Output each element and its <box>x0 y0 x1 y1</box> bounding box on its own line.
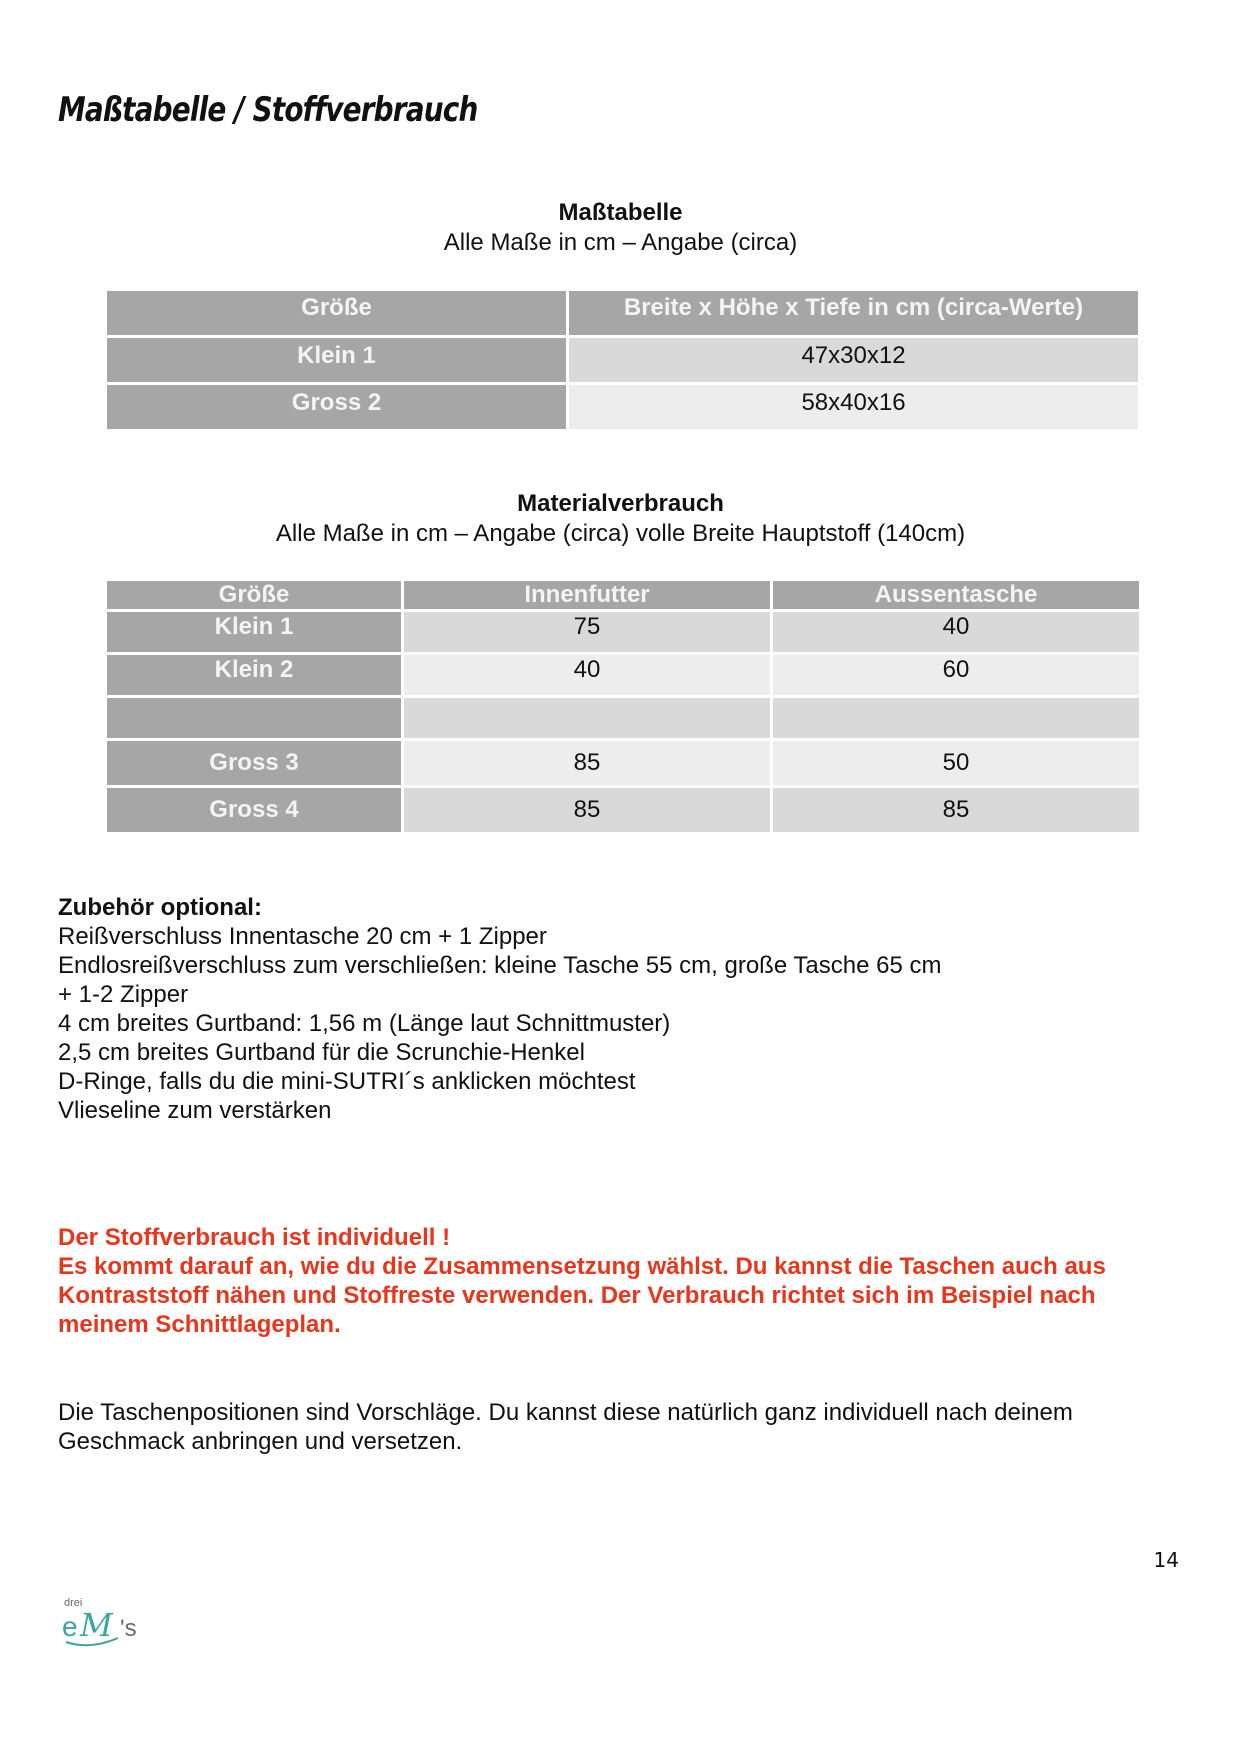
material-table <box>104 578 1142 835</box>
list-item: Vlieseline zum verstärken <box>58 1097 332 1124</box>
material-table-header-outer-pocket: Aussentasche <box>773 581 1139 609</box>
table-row <box>107 385 1138 429</box>
outer-pocket-value: 85 <box>773 788 1139 832</box>
fabric-usage-notice <box>58 1223 1188 1339</box>
dimension-value: 47x30x12 <box>569 338 1138 382</box>
lining-value: 85 <box>404 788 770 832</box>
size-table-header-dimensions: Breite x Höhe x Tiefe in cm (circa-Werte) <box>569 291 1138 335</box>
list-item: 4 cm breites Gurtband: 1,56 m (Länge laut Schnittmuster) <box>58 1010 671 1037</box>
accessories-title: Zubehör optional: <box>58 894 262 921</box>
outer-pocket-value: 50 <box>773 741 1139 785</box>
material-table-header-lining: Innenfutter <box>404 581 770 609</box>
outer-pocket-value <box>773 698 1139 738</box>
logo-top-text: drei <box>64 1597 83 1609</box>
pocket-position-note: Die Taschenpositionen sind Vorschläge. Du kannst diese natürlich ganz individuell nach deinem Geschmack anbringen und versetzen. <box>58 1399 1073 1455</box>
page-title: Maßtabelle / Stoffverbrauch <box>58 90 478 130</box>
page-number: 14 <box>1153 1548 1179 1572</box>
accessories-section <box>58 893 942 1125</box>
size-table <box>104 288 1141 432</box>
logo-letter-m: M <box>80 1606 113 1644</box>
table2-title: Materialverbrauch <box>517 490 724 517</box>
size-label: Gross 4 <box>107 788 401 832</box>
size-label: Gross 2 <box>107 385 566 429</box>
table2-subtitle: Alle Maße in cm – Angabe (circa) volle Breite Hauptstoff (140cm) <box>275 520 966 547</box>
size-label: Klein 1 <box>107 338 566 382</box>
table1-title: Maßtabelle <box>558 199 683 226</box>
list-item: D-Ringe, falls du die mini-SUTRI´s anklicken möchtest <box>58 1068 636 1095</box>
table-row <box>107 788 1139 832</box>
list-item: + 1-2 Zipper <box>58 981 189 1008</box>
size-label: Klein 2 <box>107 655 401 695</box>
list-item: 2,5 cm breites Gurtband für die Scrunchie-Henkel <box>58 1039 585 1066</box>
size-label: Klein 1 <box>107 612 401 652</box>
table-row <box>107 338 1138 382</box>
lining-value: 75 <box>404 612 770 652</box>
lining-value: 85 <box>404 741 770 785</box>
list-item: Reißverschluss Innentasche 20 cm + 1 Zipper <box>58 923 547 950</box>
table-row <box>107 698 1139 738</box>
table-row <box>107 655 1139 695</box>
table-row <box>107 612 1139 652</box>
size-label <box>107 698 401 738</box>
size-table-header-size: Größe <box>107 291 566 335</box>
lining-value <box>404 698 770 738</box>
table1-subtitle: Alle Maße in cm – Angabe (circa) <box>443 229 798 256</box>
table-row <box>107 741 1139 785</box>
logo-letter-e: e <box>62 1611 78 1642</box>
list-item: Endlosreißverschluss zum verschließen: kleine Tasche 55 cm, große Tasche 65 cm <box>58 952 942 979</box>
table1-heading <box>0 198 1241 258</box>
size-label: Gross 3 <box>107 741 401 785</box>
outer-pocket-value: 40 <box>773 612 1139 652</box>
table2-heading <box>0 489 1241 549</box>
dimension-value: 58x40x16 <box>569 385 1138 429</box>
material-table-header-size: Größe <box>107 581 401 609</box>
notice-line-2: Es kommt darauf an, wie du die Zusammensetzung wählst. Du kannst die Taschen auch aus Kontraststoff nähen und Stoffreste verwenden. Der Verbrauch richtet sich im Beispiel nach meinem Schnittlageplan. <box>58 1253 1106 1338</box>
brand-logo <box>60 1594 150 1650</box>
outer-pocket-value: 60 <box>773 655 1139 695</box>
logo-suffix: 's <box>120 1615 137 1642</box>
notice-line-1: Der Stoffverbrauch ist individuell ! <box>58 1224 451 1251</box>
lining-value: 40 <box>404 655 770 695</box>
